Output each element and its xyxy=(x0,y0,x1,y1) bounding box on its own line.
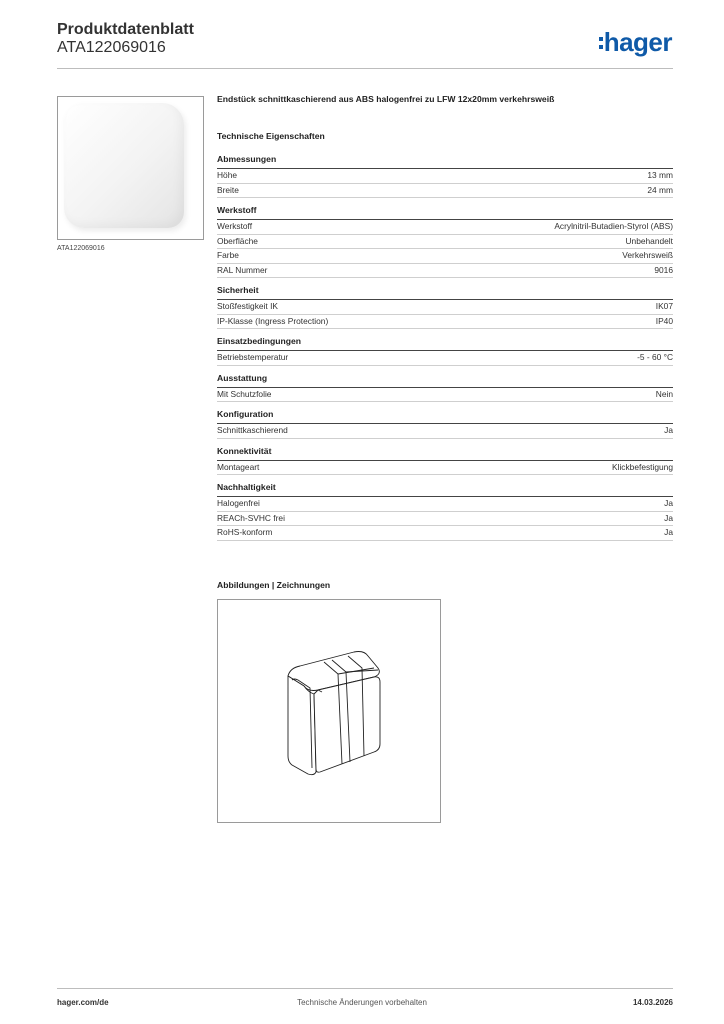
spec-row xyxy=(217,235,673,250)
spec-label: Farbe xyxy=(217,250,239,260)
footer-website-link[interactable]: hager.com/de xyxy=(57,998,109,1007)
spec-row xyxy=(217,497,673,512)
spec-row xyxy=(217,461,673,476)
section-title: Abmessungen xyxy=(217,154,673,169)
spec-label: Halogenfrei xyxy=(217,498,260,508)
spec-value: Unbehandelt xyxy=(625,235,673,246)
spec-value: IP40 xyxy=(655,315,673,326)
technical-drawing xyxy=(217,599,441,823)
tech-heading: Technische Eigenschaften xyxy=(217,131,325,141)
spec-label: Werkstoff xyxy=(217,221,253,231)
spec-row xyxy=(217,184,673,199)
product-title: Endstück schnittkaschierend aus ABS halogenfrei zu LFW 12x20mm verkehrsweiß xyxy=(217,94,555,104)
spec-label: Mit Schutzfolie xyxy=(217,388,272,399)
section-title: Ausstattung xyxy=(217,373,673,388)
spec-section xyxy=(217,373,673,403)
footer-date: 14.03.2026 xyxy=(632,998,673,1007)
spec-value: Ja xyxy=(664,512,673,523)
spec-label: Höhe xyxy=(217,170,238,180)
spec-row xyxy=(217,315,673,330)
spec-row xyxy=(217,512,673,527)
spec-value: Nein xyxy=(655,388,673,399)
spec-value: 9016 xyxy=(654,264,673,275)
logo-text: hager xyxy=(603,27,672,57)
spec-section xyxy=(217,154,673,198)
product-image xyxy=(64,103,184,228)
spec-section xyxy=(217,409,673,439)
spec-row xyxy=(217,264,673,279)
drawings-heading: Abbildungen | Zeichnungen xyxy=(217,580,331,590)
article-number: ATA122069016 xyxy=(57,39,166,56)
section-title: Sicherheit xyxy=(217,285,673,300)
section-title: Konnektivität xyxy=(217,446,673,461)
spec-value: 24 mm xyxy=(647,184,673,195)
spec-label: REACh-SVHC frei xyxy=(217,512,285,523)
spec-sections xyxy=(217,154,673,541)
spec-label: RoHS-konform xyxy=(217,527,273,537)
photo-caption: ATA122069016 xyxy=(57,245,105,252)
spec-row xyxy=(217,300,673,315)
spec-value: Klickbefestigung xyxy=(612,461,673,472)
spec-row xyxy=(217,249,673,264)
spec-section xyxy=(217,482,673,541)
spec-value: Ja xyxy=(664,527,673,537)
logo-dots-icon xyxy=(599,37,603,49)
spec-row xyxy=(217,526,673,541)
spec-value: Ja xyxy=(664,425,673,435)
spec-label: Oberfläche xyxy=(217,235,258,246)
spec-value: IK07 xyxy=(655,301,673,311)
spec-label: Betriebstemperatur xyxy=(217,352,289,362)
spec-label: Schnittkaschierend xyxy=(217,425,288,435)
footer-divider xyxy=(57,988,673,989)
spec-row xyxy=(217,351,673,366)
end-cap-drawing xyxy=(218,600,440,822)
section-title: Einsatzbedingungen xyxy=(217,336,673,351)
spec-row xyxy=(217,220,673,235)
page-title: Produktdatenblatt xyxy=(57,21,194,38)
spec-row xyxy=(217,169,673,184)
footer-disclaimer: Technische Änderungen vorbehalten xyxy=(297,998,427,1007)
spec-section xyxy=(217,285,673,329)
spec-value: Ja xyxy=(664,498,673,508)
spec-label: RAL Nummer xyxy=(217,264,268,275)
spec-section xyxy=(217,205,673,278)
spec-label: IP-Klasse (Ingress Protection) xyxy=(217,315,329,326)
spec-label: Stoßfestigkeit IK xyxy=(217,301,278,311)
spec-row xyxy=(217,388,673,403)
spec-section xyxy=(217,446,673,476)
spec-section xyxy=(217,336,673,366)
section-title: Konfiguration xyxy=(217,409,673,424)
specifications xyxy=(217,94,673,548)
section-title: Werkstoff xyxy=(217,205,673,220)
spec-value: -5 - 60 °C xyxy=(637,352,673,362)
spec-label: Breite xyxy=(217,184,239,195)
product-photo xyxy=(57,96,204,240)
spec-value: 13 mm xyxy=(647,170,673,180)
section-title: Nachhaltigkeit xyxy=(217,482,673,497)
hager-logo[interactable] xyxy=(599,27,672,58)
spec-value: Acrylnitril-Butadien-Styrol (ABS) xyxy=(554,221,673,231)
spec-label: Montageart xyxy=(217,461,260,472)
header-divider xyxy=(57,68,673,69)
spec-value: Verkehrsweiß xyxy=(622,250,673,260)
spec-row xyxy=(217,424,673,439)
